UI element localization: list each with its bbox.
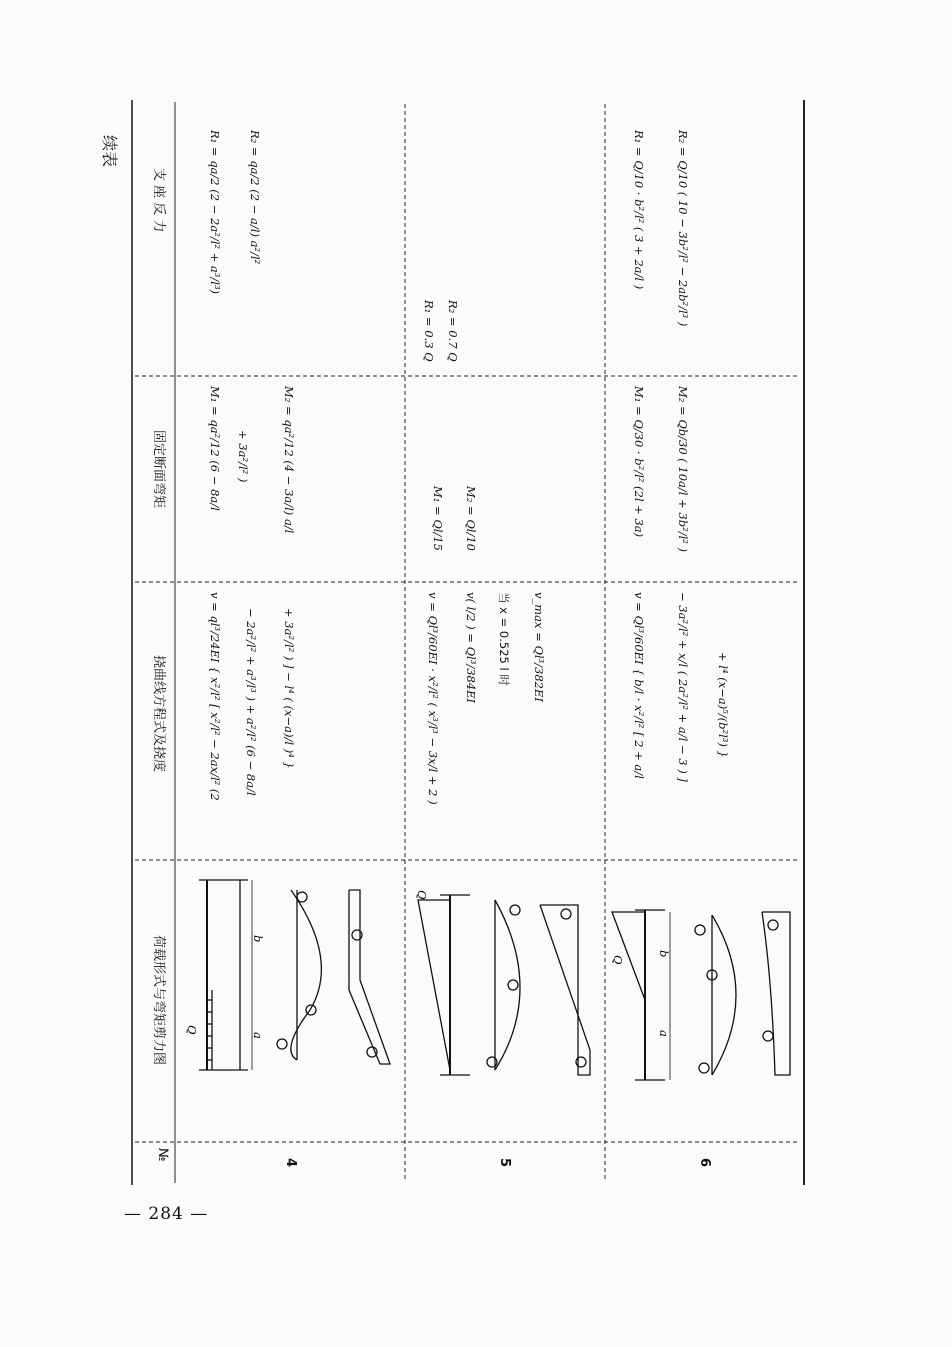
row5-triangular-load: [418, 900, 450, 1070]
row5-deflection-line-4: v_max = Ql³/382EI: [532, 592, 546, 702]
continued-label: 续表: [100, 135, 119, 168]
row6-diagrams: [612, 910, 790, 1080]
row5-diagrams: [418, 895, 590, 1075]
row4-shear-diagram: [349, 890, 390, 1064]
row6-deflection-line-3: + l⁴ (x−a)⁵/(b²l³) }: [716, 652, 730, 758]
row4-number: 4: [283, 1158, 298, 1168]
row4-reaction-line-1: R₁ = qa/2 (2 − 2a²/l² + a³/l³): [208, 130, 222, 295]
row6-moment-line-2: M₂ = Qb/30 ( 10a/l + 3b²/l² ): [676, 386, 690, 553]
row6-reaction-line-2: R₂ = Q/10 ( 10 − 3b²/l² − 2ab²/l³ ): [676, 130, 690, 327]
row4-diagrams: [199, 880, 390, 1070]
row6-reaction-line-1: R₁ = Q/10 · b²/l² ( 3 + 2a/l ): [632, 130, 646, 290]
row4-moment-curve: [291, 890, 322, 1060]
row6-dim-b-label: b: [657, 950, 671, 958]
row5-number: 5: [497, 1158, 512, 1168]
row4-moment-line-3: M₂ = qa²/12 (4 − 3a/l) a/l: [282, 386, 296, 534]
row5-shear-plus: [561, 909, 571, 919]
row6-number: 6: [697, 1158, 712, 1168]
row5-moment-minus: [508, 980, 518, 990]
row5-reaction-line-1: R₁ = 0.3 Q: [422, 300, 436, 362]
row5-deflection-line-2: v( l/2 ) = Ql³/384EI: [464, 592, 478, 704]
row6-load-label: Q: [611, 955, 625, 965]
row6-moment-plus-top: [695, 925, 705, 935]
row4-moment-line-2: + 3a²/l² ): [236, 430, 250, 483]
row4-dim-b-label: b: [251, 935, 265, 943]
row6-moment-plus-bottom: [699, 1063, 709, 1073]
row6-shear-diagram: [762, 912, 790, 1075]
row5-reaction-line-2: R₂ = 0.7 Q: [446, 300, 460, 362]
header-moment: 固定断面弯矩: [151, 430, 166, 509]
row4-deflection-line-2: − 2a²/l² + a³/l³ ) + a²/l² (6 − 8a/l: [244, 608, 258, 796]
row5-deflection-line-3: 当 x = 0.525 l 时: [497, 592, 511, 686]
row5-moment-line-2: M₂ = Ql/10: [464, 486, 478, 551]
row5-deflection-line-1: v = Ql³/60EI · x²/l² ( x³/l³ − 3x/l + 2 ): [426, 592, 440, 805]
row6-dim-a-label: a: [657, 1030, 671, 1037]
row4-moment-plus-bottom: [277, 1039, 287, 1049]
row4-dim-a-label: a: [251, 1032, 265, 1039]
row4-deflection-line-3: + 3a²/l² ) ] − l⁴ ( (x−a)/l )⁴ }: [282, 608, 296, 769]
page-number: — 284 —: [124, 1204, 209, 1224]
row4-moment-plus-top: [297, 892, 307, 902]
row5-load-label: Q: [415, 890, 429, 900]
row4-moment-line-1: M₁ = qa²/12 (6 − 8a/l: [208, 386, 222, 511]
row5-moment-plus-top: [510, 905, 520, 915]
row6-deflection-line-2: − 3a²/l² + x/l ( 2a²/l² + a/l − 3 ) ]: [676, 592, 690, 782]
row5-shear-diagram: [540, 905, 590, 1075]
row6-shear-minus: [763, 1031, 773, 1041]
row6-deflection-line-1: v = Ql³/60EI { b/l · x²/l² [ 2 + a/l: [632, 592, 646, 779]
row4-moment-minus: [306, 1005, 316, 1015]
row6-shear-plus: [768, 920, 778, 930]
header-deflection: 挠曲线方程式及挠度: [151, 655, 166, 773]
row5-moment-line-1: M₁ = Ql/15: [431, 486, 445, 551]
header-load: 荷载形式与弯矩剪力图: [151, 935, 166, 1066]
header-no: №: [155, 1148, 170, 1162]
row4-deflection-line-1: v = ql³/24EI { x²/l² [ x²/l² − 2ax/l² (2: [208, 592, 222, 801]
header-reaction: 支 座 反 力: [151, 168, 166, 233]
row4-load-label: Q: [185, 1025, 199, 1035]
row6-moment-curve: [712, 915, 736, 1075]
row4-reaction-line-2: R₂ = qa/2 (2 − a/l) a²/l²: [248, 130, 262, 265]
row6-moment-line-1: M₁ = Q/30 · b²/l² (2l + 3a): [632, 386, 646, 538]
